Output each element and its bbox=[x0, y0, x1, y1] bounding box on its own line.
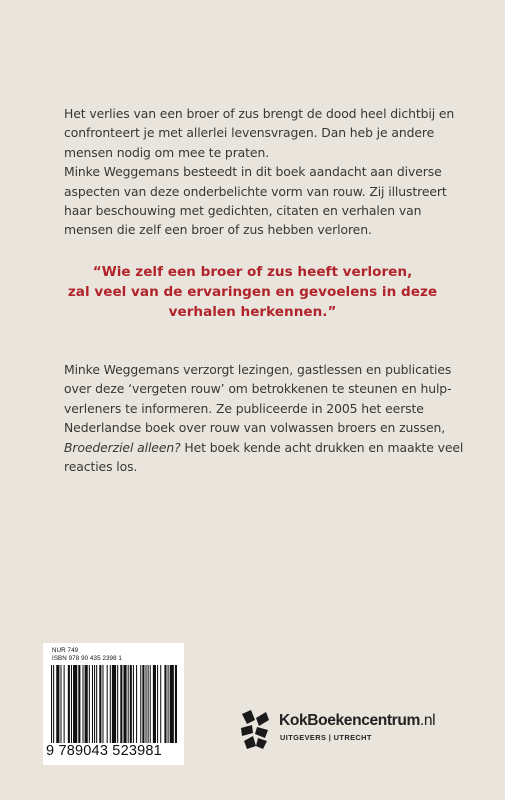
intro-line: Het verlies van een broer of zus brengt de dood heel dichtbij en bbox=[64, 106, 455, 121]
bio-line bbox=[64, 438, 464, 457]
barcode-icon bbox=[51, 665, 177, 743]
quote-line: “Wie zelf een broer of zus heeft verloren, bbox=[92, 264, 413, 280]
quote-line: zal veel van de ervaringen en gevoelens in deze bbox=[67, 284, 438, 300]
intro-paragraph bbox=[64, 104, 464, 240]
quote-line: verhalen herkennen.” bbox=[168, 304, 337, 320]
publisher-name-main: KokBoekencentrum bbox=[279, 712, 420, 729]
publisher-block bbox=[238, 708, 478, 758]
bio-line: verleners te informeren. Ze publiceerde in 2005 het eerste bbox=[64, 400, 424, 416]
isbn-number: ISBN 978 90 435 2398 1 bbox=[52, 655, 122, 662]
intro-line: haar beschouwing met gedichten, citaten en verhalen van bbox=[64, 203, 422, 219]
intro-line: confronteert je met allerlei levensvragen. Dan heb je andere bbox=[64, 125, 435, 141]
intro-line: mensen die zelf een broer of zus hebben verloren. bbox=[64, 222, 372, 238]
bio-line: Nederlandse boek over rouw van volwassen broers en zussen, bbox=[64, 420, 446, 436]
publisher-subtitle: UITGEVERS | UTRECHT bbox=[280, 733, 372, 742]
intro-line: aspecten van deze onderbelichte vorm van rouw. Zij illustreert bbox=[64, 183, 447, 199]
nur-code: NUR 749 bbox=[52, 647, 79, 654]
ean-digits: 9 789043 523981 bbox=[46, 743, 162, 759]
bio-line: over deze ‘vergeten rouw’ om betrokkenen te steunen en hulp- bbox=[64, 381, 452, 397]
author-bio-paragraph bbox=[64, 360, 464, 476]
barcode-label bbox=[43, 643, 184, 765]
publisher-name bbox=[279, 712, 435, 730]
book-title: Broederziel alleen? bbox=[64, 439, 181, 455]
publisher-name-suffix: .nl bbox=[419, 712, 436, 729]
intro-line: Minke Weggemans besteedt in dit boek aandacht aan diverse bbox=[64, 164, 442, 180]
bio-line-rest: Het boek kende acht drukken en maakte veel bbox=[180, 439, 464, 455]
pull-quote bbox=[40, 262, 465, 322]
bio-line: Minke Weggemans verzorgt lezingen, gastlessen en publicaties bbox=[64, 362, 452, 377]
intro-line: mensen nodig om mee te praten. bbox=[64, 144, 270, 160]
bio-line: reacties los. bbox=[64, 459, 138, 475]
publisher-logo-icon bbox=[238, 708, 272, 750]
